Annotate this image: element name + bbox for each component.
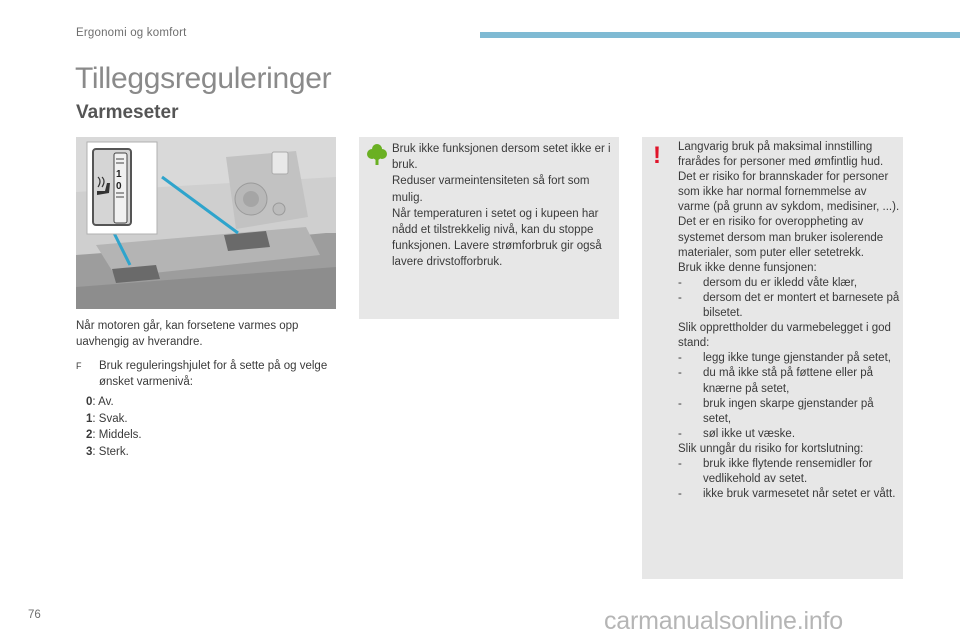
- instruction-item: [76, 358, 338, 390]
- warning-list-item: - bruk ingen skarpe gjenstander på setet,: [678, 397, 874, 425]
- eco-line: Reduser varmeintensiteten så fort som mulig.: [392, 175, 590, 204]
- warning-paragraph: Det er en risiko for overoppheting av systemet dersom man bruker isolerende materialer, som puter eller setetrekk.: [678, 216, 884, 259]
- page-number: 76: [28, 609, 41, 621]
- warning-paragraph: Slik unngår du risiko for kortslutning:: [678, 442, 864, 455]
- warning-list-item: - legg ikke tunge gjenstander på setet,: [678, 352, 891, 365]
- setting-item: 1: Svak.: [86, 412, 128, 425]
- switch-label-1: 1: [116, 169, 122, 180]
- warning-paragraph: Slik opprettholder du varmebelegget i god stand:: [678, 322, 891, 350]
- instruction-text: Bruk reguleringshjulet for å sette på og velge ønsket varmenivå:: [99, 360, 328, 388]
- watermark: carmanualsonline.info: [604, 607, 844, 635]
- warning-list-item: - søl ikke ut væske.: [678, 427, 796, 440]
- bullet-mark: F: [76, 361, 82, 371]
- intro-text: Når motoren går, kan forsetene varmes opp uavhengig av hverandre.: [76, 320, 299, 348]
- settings-list: [76, 394, 338, 460]
- setting-item: 2: Middels.: [86, 429, 142, 441]
- warning-paragraph: Langvarig bruk på maksimal innstilling frarådes for personer med ømfintlig hud.: [678, 141, 884, 169]
- eco-tip-text: [392, 141, 614, 271]
- eco-line: Når temperaturen i setet og i kupeen har nådd et tilstrekkelig nivå, kan du stoppe funksjonen. Lavere strømforbruk gir også lavere drivstofforbruk.: [392, 207, 602, 269]
- description-column: [76, 318, 338, 460]
- section-subtitle: Varmeseter: [76, 102, 179, 123]
- section-header: Ergonomi og komfort: [76, 27, 187, 39]
- warning-list-item: - dersom du er ikledd våte klær,: [678, 276, 858, 289]
- heated-seat-photo: [76, 137, 336, 309]
- warning-box: [642, 137, 903, 579]
- warning-list-item: - du må ikke stå på føttene eller på knærne på setet,: [678, 367, 874, 395]
- switch-label-0: 0: [116, 181, 122, 192]
- warning-paragraph: Bruk ikke denne funsjonen:: [678, 261, 817, 274]
- warning-paragraph: Det er risiko for brannskader for personer som ikke har normal fornemmelse av varme (på grunn av sykdom, medisiner, ...).: [678, 171, 900, 214]
- warning-list-item: - bruk ikke flytende rensemidler for vedlikehold av setet.: [678, 457, 873, 486]
- setting-item: 0: Av.: [86, 396, 114, 408]
- warning-text: [678, 140, 900, 502]
- warning-list-item: - dersom det er montert et barnesete på bilsetet.: [678, 291, 900, 320]
- section-accent-bar: [480, 32, 960, 38]
- warning-exclamation-icon: !: [653, 142, 661, 169]
- setting-item: 3: Sterk.: [86, 445, 129, 458]
- warning-list-item: - ikke bruk varmesetet når setet er vått.: [678, 488, 896, 501]
- eco-leaf-icon: [367, 143, 387, 170]
- eco-tip-box: [359, 137, 619, 319]
- eco-line: Bruk ikke funksjonen dersom setet ikke er i bruk.: [392, 143, 611, 172]
- page-title: Tilleggsreguleringer: [75, 62, 332, 95]
